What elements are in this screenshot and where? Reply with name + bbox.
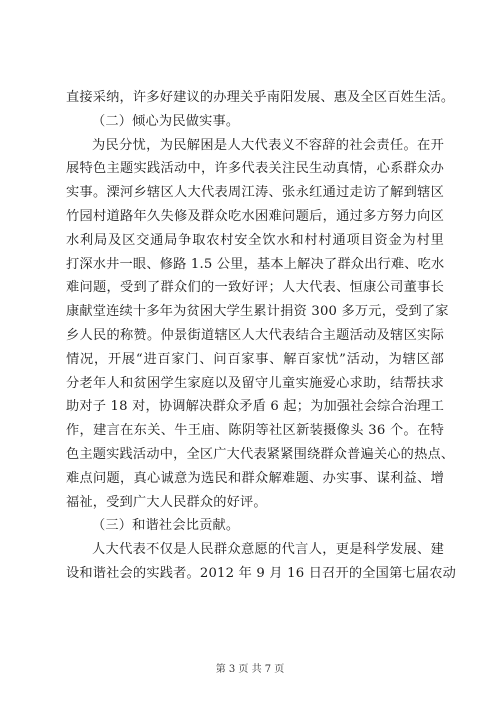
text-line: （二）倾心为民做实事。: [92, 113, 240, 129]
text-line: 福祉，受到广大人民群众的好评。: [66, 494, 267, 510]
text-line: 设和谐社会的实践者。2012 年 9 月 16 日召开的全国第七届农动: [66, 565, 457, 581]
text-line: 康献堂连续十多年为贫困大学生累计捐资 300 多万元，受到了家: [66, 304, 449, 320]
text-line: 为民分忧，为民解困是人大代表义不容辞的社会责任。在开: [92, 137, 444, 153]
text-line: 打深水井一眼、修路 1.5 公里，基本上解决了群众出行难、吃水: [66, 256, 445, 272]
document-body: [66, 86, 457, 586]
text-line: 作，建言在东关、牛王庙、陈阴等社区新装摄像头 36 个。在特: [66, 423, 444, 439]
text-line: 直接采纳，许多好建议的办理关乎南阳发展、惠及全区百姓生活。: [66, 90, 455, 105]
text-line: 竹园村道路年久失修及群众吃水困难问题后，通过多方努力向区: [66, 208, 444, 224]
text-line: 水利局及区交通局争取农村安全饮水和村村通项目资金为村里: [66, 232, 444, 248]
text-line: 色主题实践活动中，全区广大代表紧紧围绕群众普遍关心的热点、: [66, 446, 455, 462]
page-footer: 第 3 页 共 7 页: [215, 664, 285, 675]
text-line: 分老年人和贫困学生家庭以及留守儿童实施爱心求助，结帮扶求: [66, 375, 444, 391]
text-line: 难问题，受到了群众们的一致好评；人大代表、恒康公司董事长: [66, 280, 444, 296]
text-line: 人大代表不仅是人民群众意愿的代言人，更是科学发展、建: [92, 542, 444, 558]
text-line: 实事。溧河乡辖区人大代表周江涛、张永红通过走访了解到辖区: [66, 185, 444, 201]
text-line: 难点问题，真心诚意为选民和群众解难题、办实事、谋利益、增: [66, 470, 444, 486]
text-line: 情况，开展“进百家门、问百家事、解百家忧”活动，为辖区部: [66, 351, 444, 367]
text-line: 展特色主题实践活动中，许多代表关注民生动真情，心系群众办: [66, 161, 444, 177]
text-line: 助对子 18 对，协调解决群众矛盾 6 起；为加强社会综合治理工: [66, 399, 445, 415]
text-line: 乡人民的称赞。仲景街道辖区人大代表结合主题活动及辖区实际: [66, 327, 444, 343]
text-line: （三）和谐社会比贡献。: [92, 518, 240, 534]
